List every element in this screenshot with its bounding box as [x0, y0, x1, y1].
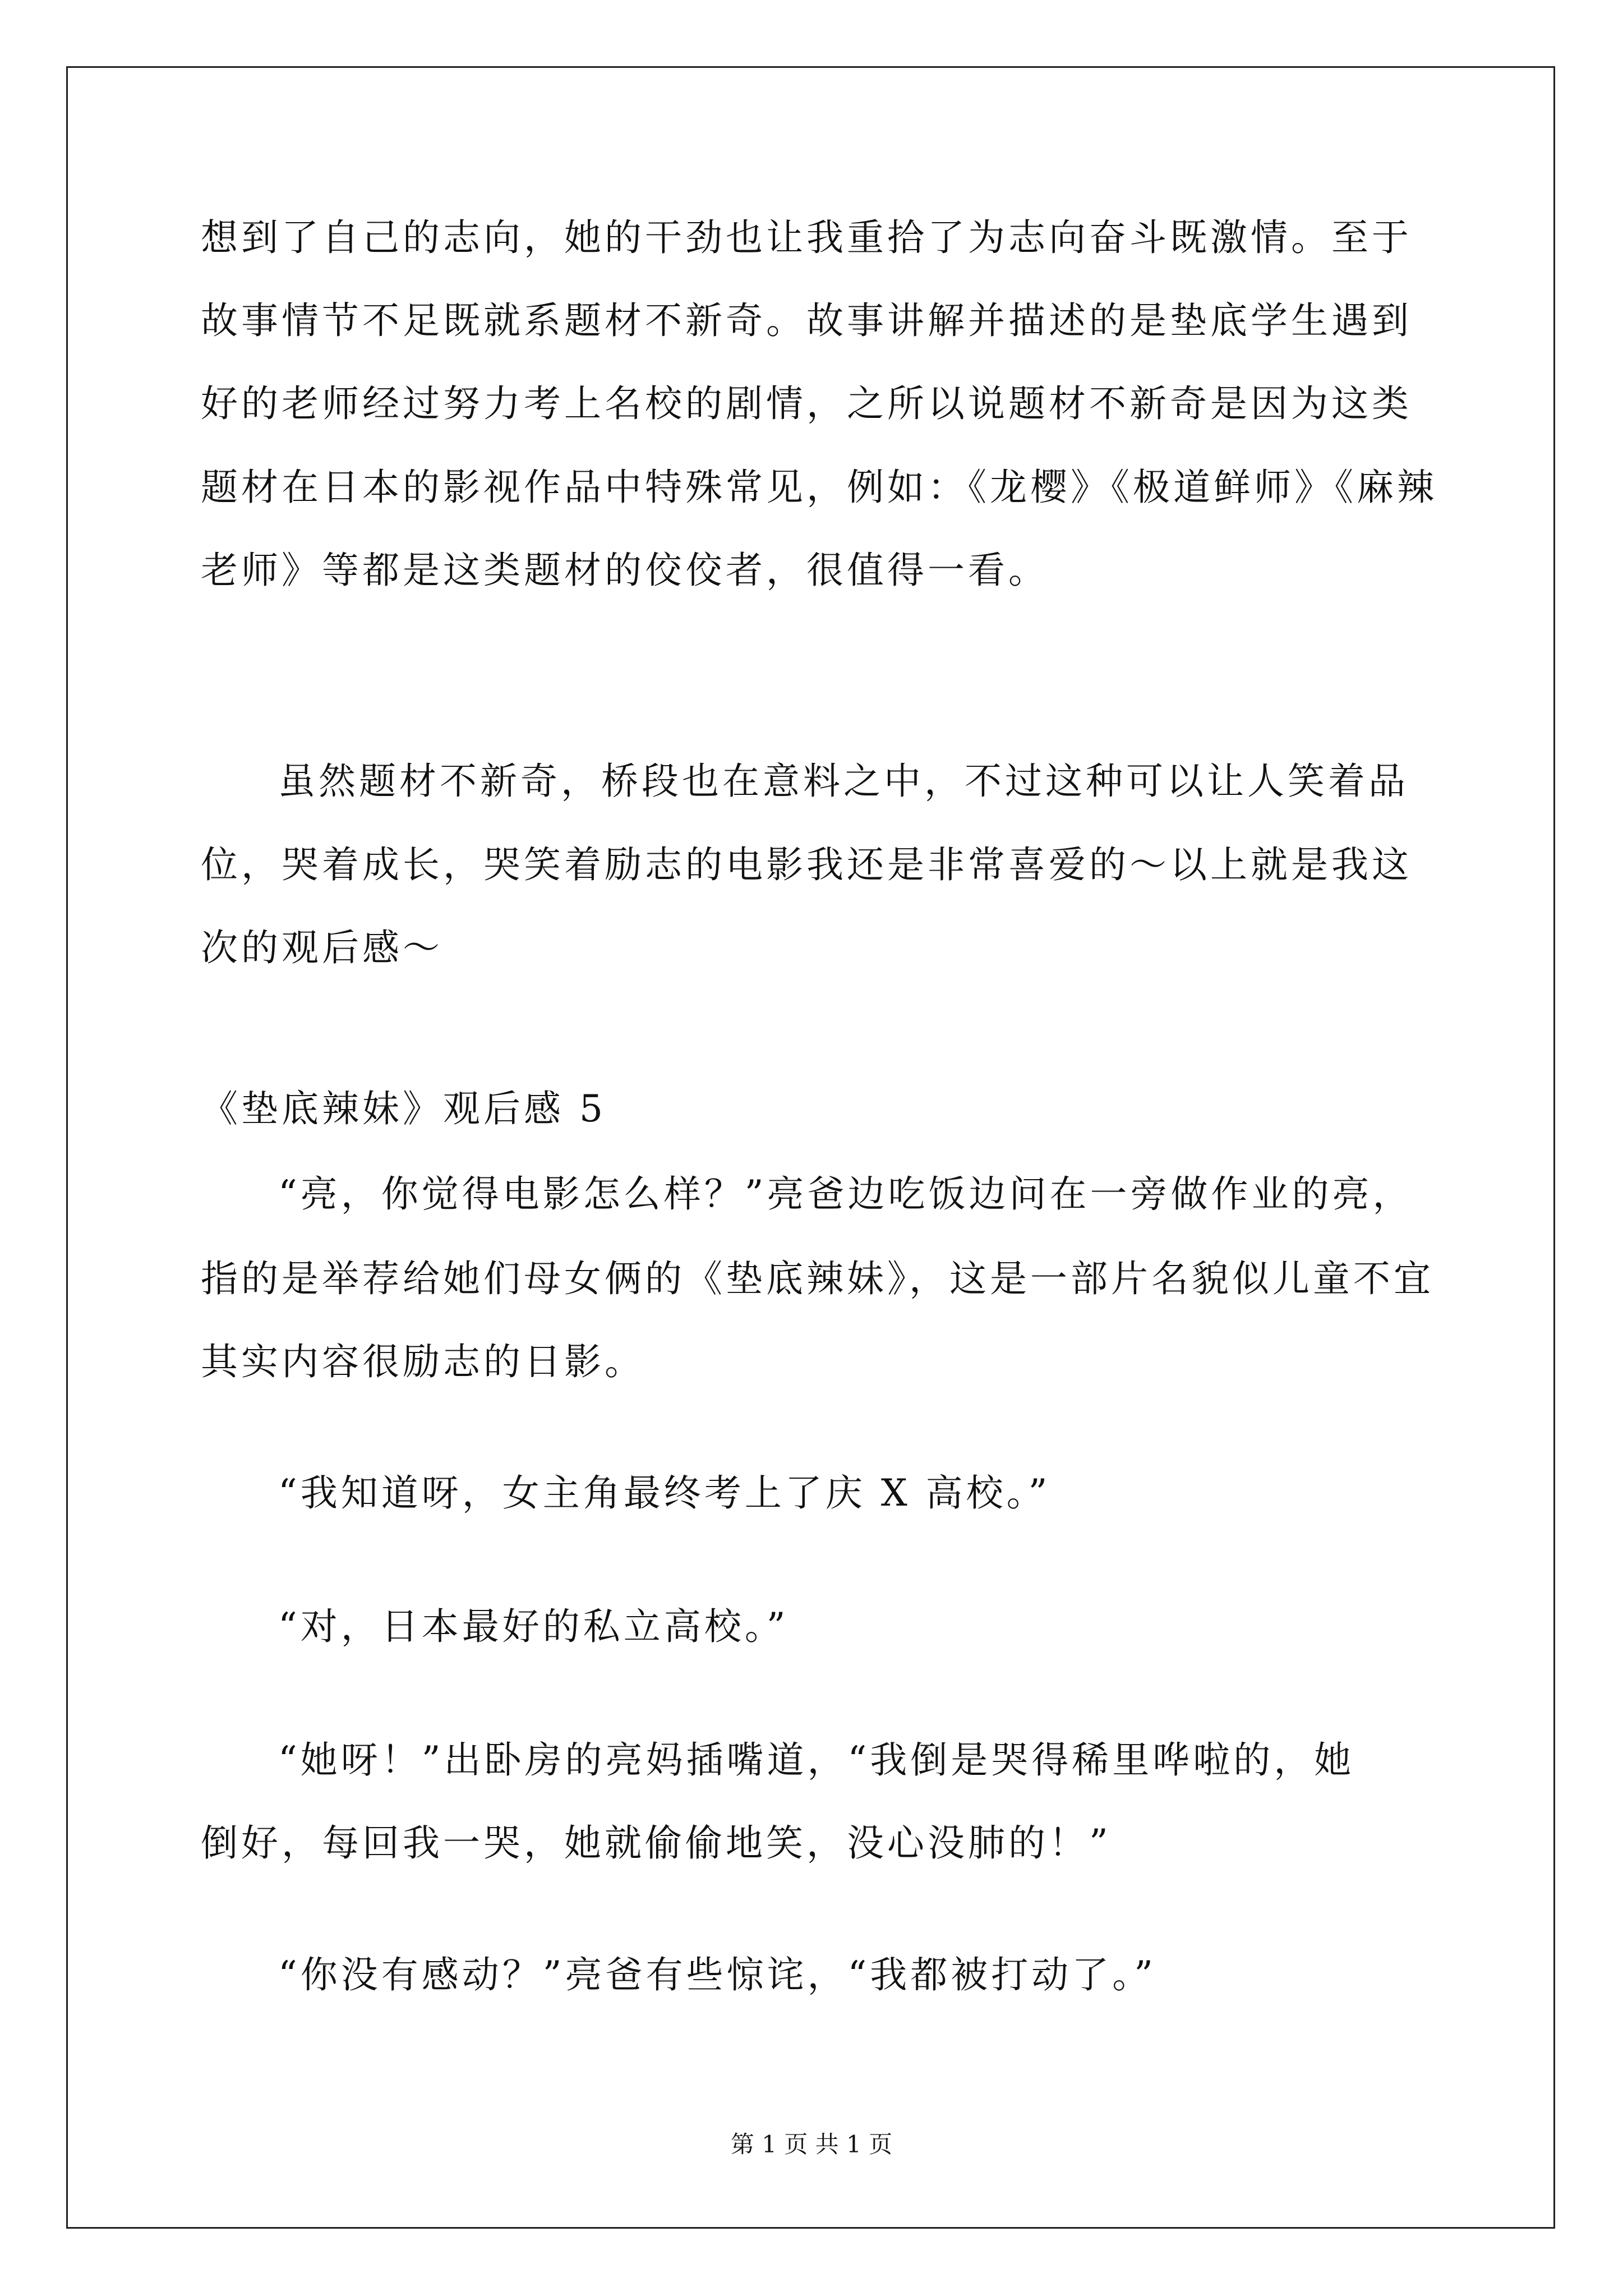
text-line: 其实内容很励志的日影。 [201, 1340, 645, 1383]
section-heading: 《垫底辣妹》观后感 5 [201, 1087, 606, 1130]
text-line: 倒好，每回我一哭，她就偷偷地笑，没心没肺的！” [201, 1821, 1112, 1865]
paragraph-start: “她呀！”出卧房的亮妈插嘴道，“我倒是哭得稀里哗啦的，她 [278, 1738, 1355, 1782]
text-line: 想到了自己的志向，她的干劲也让我重拾了为志向奋斗既激情。至于 [201, 216, 1412, 259]
text-line: 故事情节不足既就系题材不新奇。故事讲解并描述的是垫底学生遇到 [201, 299, 1412, 342]
text-line: 位，哭着成长，哭笑着励志的电影我还是非常喜爱的～以上就是我这 [201, 843, 1412, 886]
text-line: 老师》等都是这类题材的佼佼者，很值得一看。 [201, 549, 1049, 592]
text-line: 好的老师经过努力考上名校的剧情，之所以说题材不新奇是因为这类 [201, 382, 1412, 425]
text-line: 次的观后感～ [201, 926, 443, 969]
paragraph-start: “对，日本最好的私立高校。” [278, 1605, 789, 1648]
paragraph-start: 虽然题材不新奇，桥段也在意料之中，不过这种可以让人笑着品 [278, 760, 1409, 803]
text-line: 题材在日本的影视作品中特殊常见，例如：《龙樱》《极道鲜师》《麻辣 [201, 466, 1437, 509]
paragraph-start: “我知道呀，女主角最终考上了庆 X 高校。” [278, 1471, 1051, 1515]
paragraph-start: “你没有感动？”亮爸有些惊诧，“我都被打动了。” [278, 1953, 1156, 1996]
text-line: 指的是举荐给她们母女俩的《垫底辣妹》，这是一部片名貌似儿童不宜 [201, 1257, 1434, 1300]
page-footer: 第 1 页 共 1 页 [730, 2131, 893, 2158]
paragraph-start: “亮，你觉得电影怎么样？”亮爸边吃饭边问在一旁做作业的亮， [278, 1172, 1413, 1216]
